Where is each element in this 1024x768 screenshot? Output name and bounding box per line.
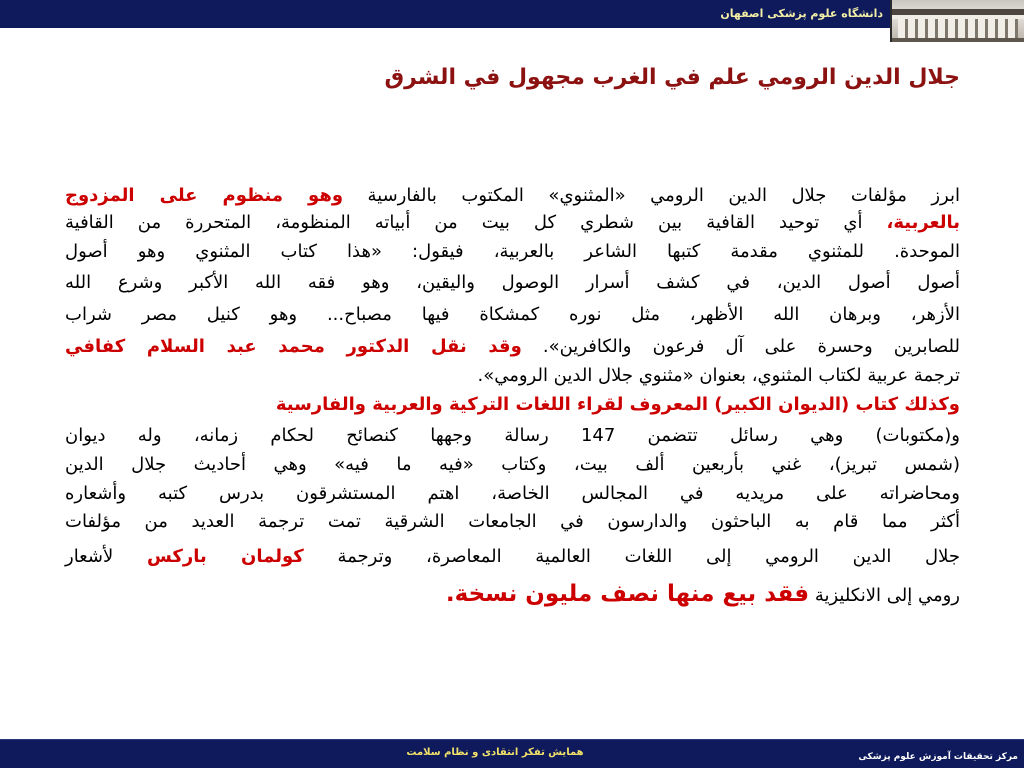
body-line [65,268,960,298]
body-line [65,576,960,612]
body-text: لأشعار [65,546,114,567]
body-line [65,332,960,362]
body-text: و(مكتوبات) وهي رسائل تتضمن 147 رسالة وجهها كنصائح لحكام زمانه، وله ديوان [65,425,960,446]
body-line [65,208,960,238]
body-line [65,479,960,509]
body-text: رومي إلى الانكليزية [814,585,960,606]
university-building-photo-icon [890,0,1024,42]
slide-title: جلال الدين الرومي علم في الغرب مجهول في الشرق [384,65,960,90]
highlighted-text: فقد بيع منها نصف مليون نسخة. [445,581,810,607]
body-text: أي توحيد القافية بين شطري كل بيت من أبياته المنظومة، المتحررة من القافية [65,212,863,233]
photo-columns [898,19,1018,38]
body-text: ابرز مؤلفات جلال الدين الرومي «المثنوي» المكتوب بالفارسية [367,185,960,206]
highlighted-text: وهو منظوم على المزدوج [65,185,344,206]
highlighted-text: وقد نقل الدكتور محمد عبد السلام كفافي [65,336,522,357]
body-line [65,421,960,451]
photo-base [892,38,1024,42]
highlighted-text: كولمان باركس [146,546,304,567]
body-line [65,390,960,420]
body-text: الأزهر، وبرهان الله الأظهر، مثل نوره كمشكاة فيها مصباح... وهو كنيل مصر شراب [65,304,960,325]
body-line [65,507,960,537]
body-line [65,450,960,480]
research-center-name: مرکز تحقیقات آموزش علوم پزشکی [858,752,1018,762]
body-text: للصابرين وحسرة على آل فرعون والكافرين». [542,336,960,357]
body-text: أكثر مما قام به الباحثون والدارسون في الجامعات الشرقية تمت ترجمة العديد من مؤلفات [65,511,960,532]
header-bar [0,0,1024,28]
body-line [65,300,960,330]
body-text: الموحدة. للمثنوي مقدمة كتبها الشاعر بالعربية، فيقول: «هذا كتاب المثنوي وهو أصول [65,241,960,262]
body-text: ترجمة عربية لكتاب المثنوي، بعنوان «مثنوي جلال الدين الرومي». [477,365,960,386]
body-line [65,542,960,572]
conference-name: همایش تفکر انتقادی و نظام سلامت [406,747,584,758]
body-line [65,237,960,267]
body-text: ومحاضراته على مريديه في المجالس الخاصة، اهتم المستشرقون بدرس كتبه وأشعاره [65,483,960,504]
university-name: دانشگاه علوم پزشکی اصفهان [720,7,883,20]
body-line [65,181,960,211]
highlighted-text: بالعربية، [886,212,960,233]
body-text: (شمس تبريز)، غني بأربعين ألف بيت، وكتاب «فيه ما فيه» وهي أحاديث جلال الدين [65,454,960,475]
body-text: جلال الدين الرومي إلى اللغات العالمية المعاصرة، وترجمة [337,546,960,567]
body-line [65,361,960,391]
highlighted-text: وكذلك كتاب (الديوان الكبير) المعروف لقراء اللغات التركية والعربية والفارسية [275,394,960,415]
body-text: أصول أصول الدين، في كشف أسرار الوصول واليقين، وهو فقه الله الأكبر وشرع الله [65,272,960,293]
footer-bar [0,739,1024,768]
